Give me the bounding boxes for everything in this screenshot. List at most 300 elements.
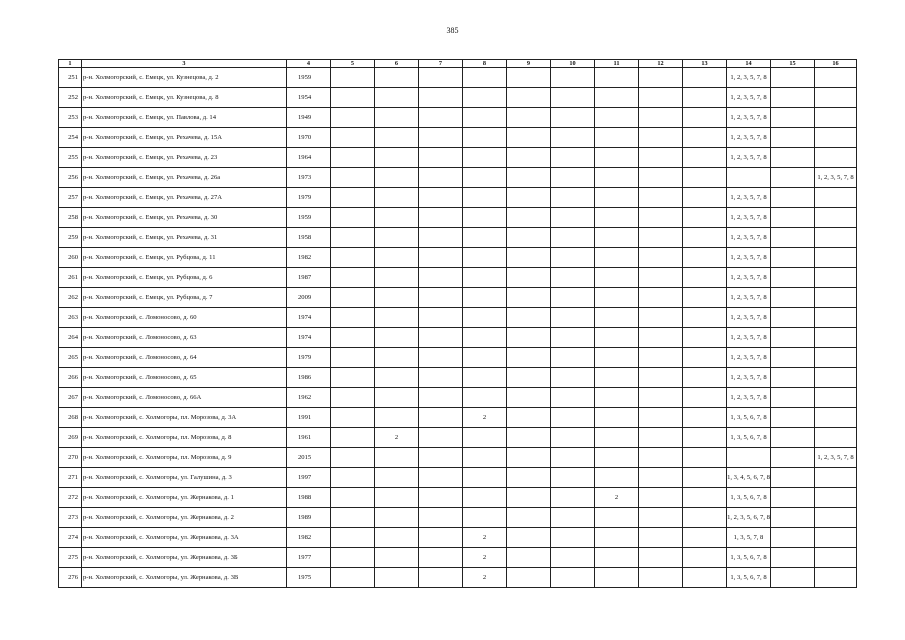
table-row: [59, 508, 857, 528]
column-7-cell: [419, 188, 463, 208]
year-cell: 1959: [287, 68, 331, 88]
column-11-cell: [595, 428, 639, 448]
column-9-cell: [507, 208, 551, 228]
year-cell: 1979: [287, 348, 331, 368]
code-cell: 1, 2, 3, 5, 7, 8: [727, 368, 771, 388]
code-cell: [815, 388, 857, 408]
table-row: [59, 548, 857, 568]
address-cell: р-н. Холмогорский, с. Ломоносово, д. 63: [82, 328, 287, 348]
row-number-cell: 274: [59, 528, 82, 548]
code-cell: 1, 2, 3, 5, 7, 8: [727, 88, 771, 108]
column-6-cell: [375, 88, 419, 108]
column-13-cell: [683, 448, 727, 468]
row-number-cell: 272: [59, 488, 82, 508]
column-7-cell: [419, 448, 463, 468]
column-5-cell: [331, 148, 375, 168]
table-row: [59, 228, 857, 248]
column-15-cell: [771, 168, 815, 188]
code-cell: [815, 108, 857, 128]
column-5-cell: [331, 308, 375, 328]
column-15-cell: [771, 468, 815, 488]
column-5-cell: [331, 368, 375, 388]
address-cell: р-н. Холмогорский, с. Емецк, ул. Рехачева, д. 23: [82, 148, 287, 168]
column-5-cell: [331, 68, 375, 88]
code-cell: [727, 448, 771, 468]
column-13-cell: [683, 428, 727, 448]
column-11-cell: [595, 528, 639, 548]
column-9-cell: [507, 328, 551, 348]
column-6-cell: [375, 508, 419, 528]
column-13-cell: [683, 248, 727, 268]
year-cell: 2009: [287, 288, 331, 308]
year-cell: 1973: [287, 168, 331, 188]
table-row: [59, 568, 857, 588]
column-11-cell: [595, 128, 639, 148]
column-5-cell: [331, 328, 375, 348]
column-8-cell: [463, 328, 507, 348]
column-7-cell: [419, 308, 463, 328]
column-8-cell: [463, 148, 507, 168]
column-10-cell: [551, 448, 595, 468]
column-7-cell: [419, 168, 463, 188]
table-row: [59, 208, 857, 228]
code-cell: [815, 528, 857, 548]
column-11-cell: [595, 568, 639, 588]
column-8-cell: [463, 128, 507, 148]
column-15-cell: [771, 148, 815, 168]
column-15-cell: [771, 508, 815, 528]
column-11-cell: 2: [595, 488, 639, 508]
column-12-cell: [639, 108, 683, 128]
column-6-cell: [375, 268, 419, 288]
column-10-cell: [551, 468, 595, 488]
column-13-cell: [683, 388, 727, 408]
row-number-cell: 259: [59, 228, 82, 248]
address-cell: р-н. Холмогорский, с. Холмогоры, ул. Галушина, д. 3: [82, 468, 287, 488]
code-cell: [815, 408, 857, 428]
column-5-cell: [331, 508, 375, 528]
address-cell: р-н. Холмогорский, с. Ломоносово, д. 66А: [82, 388, 287, 408]
column-8-cell: 2: [463, 408, 507, 428]
table-header-row: [59, 60, 857, 68]
row-number-cell: 275: [59, 548, 82, 568]
column-8-cell: [463, 168, 507, 188]
code-cell: 1, 2, 3, 5, 7, 8: [727, 388, 771, 408]
column-10-cell: [551, 148, 595, 168]
column-9-cell: [507, 288, 551, 308]
year-cell: 1959: [287, 208, 331, 228]
code-cell: 1, 2, 3, 5, 7, 8: [727, 188, 771, 208]
column-5-cell: [331, 468, 375, 488]
year-cell: 1986: [287, 368, 331, 388]
column-6-cell: [375, 308, 419, 328]
row-number-cell: 268: [59, 408, 82, 428]
column-15-cell: [771, 68, 815, 88]
code-cell: 1, 3, 5, 6, 7, 8: [727, 408, 771, 428]
column-15-cell: [771, 428, 815, 448]
code-cell: [815, 328, 857, 348]
column-5-cell: [331, 208, 375, 228]
column-12-cell: [639, 528, 683, 548]
column-13-cell: [683, 308, 727, 328]
column-15-cell: [771, 548, 815, 568]
column-13-cell: [683, 108, 727, 128]
column-13-cell: [683, 348, 727, 368]
year-cell: 1974: [287, 308, 331, 328]
table-row: [59, 248, 857, 268]
column-11-cell: [595, 208, 639, 228]
column-13-cell: [683, 268, 727, 288]
table-row: [59, 348, 857, 368]
column-8-cell: [463, 108, 507, 128]
column-8-cell: [463, 488, 507, 508]
column-5-cell: [331, 248, 375, 268]
column-7-cell: [419, 508, 463, 528]
column-6-cell: [375, 68, 419, 88]
address-cell: р-н. Холмогорский, с. Емецк, ул. Рубцова, д. 11: [82, 248, 287, 268]
column-12-cell: [639, 208, 683, 228]
column-10-cell: [551, 328, 595, 348]
column-12-cell: [639, 68, 683, 88]
column-header-12: 12: [639, 60, 683, 68]
column-12-cell: [639, 368, 683, 388]
column-13-cell: [683, 288, 727, 308]
column-7-cell: [419, 528, 463, 548]
column-11-cell: [595, 348, 639, 368]
column-13-cell: [683, 68, 727, 88]
year-cell: 1962: [287, 388, 331, 408]
column-5-cell: [331, 388, 375, 408]
table-row: [59, 188, 857, 208]
year-cell: 1979: [287, 188, 331, 208]
row-number-cell: 251: [59, 68, 82, 88]
code-cell: [815, 188, 857, 208]
column-5-cell: [331, 348, 375, 368]
column-9-cell: [507, 448, 551, 468]
column-9-cell: [507, 428, 551, 448]
column-12-cell: [639, 188, 683, 208]
row-number-cell: 266: [59, 368, 82, 388]
column-5-cell: [331, 448, 375, 468]
column-8-cell: 2: [463, 568, 507, 588]
code-cell: [815, 548, 857, 568]
column-10-cell: [551, 508, 595, 528]
column-5-cell: [331, 288, 375, 308]
address-cell: р-н. Холмогорский, с. Емецк, ул. Кузнецова, д. 8: [82, 88, 287, 108]
column-10-cell: [551, 488, 595, 508]
column-10-cell: [551, 568, 595, 588]
table-row: [59, 88, 857, 108]
code-cell: 1, 2, 3, 5, 7, 8: [727, 308, 771, 328]
code-cell: [815, 488, 857, 508]
column-7-cell: [419, 248, 463, 268]
column-5-cell: [331, 168, 375, 188]
column-9-cell: [507, 468, 551, 488]
column-header-13: 13: [683, 60, 727, 68]
page-number: 385: [446, 26, 459, 35]
column-12-cell: [639, 328, 683, 348]
column-6-cell: [375, 108, 419, 128]
column-10-cell: [551, 348, 595, 368]
code-cell: [815, 368, 857, 388]
column-13-cell: [683, 548, 727, 568]
column-5-cell: [331, 428, 375, 448]
table-row: [59, 528, 857, 548]
column-8-cell: [463, 188, 507, 208]
row-number-cell: 276: [59, 568, 82, 588]
column-8-cell: [463, 348, 507, 368]
column-15-cell: [771, 528, 815, 548]
year-cell: 1982: [287, 528, 331, 548]
code-cell: 1, 2, 3, 5, 7, 8: [727, 248, 771, 268]
address-cell: р-н. Холмогорский, с. Емецк, ул. Кузнецова, д. 2: [82, 68, 287, 88]
column-11-cell: [595, 248, 639, 268]
address-cell: р-н. Холмогорский, с. Емецк, ул. Рехачева, д. 27А: [82, 188, 287, 208]
column-11-cell: [595, 548, 639, 568]
column-6-cell: [375, 168, 419, 188]
year-cell: 1975: [287, 568, 331, 588]
column-5-cell: [331, 108, 375, 128]
code-cell: 1, 3, 5, 7, 8: [727, 528, 771, 548]
column-10-cell: [551, 108, 595, 128]
column-10-cell: [551, 168, 595, 188]
column-6-cell: [375, 408, 419, 428]
year-cell: 1988: [287, 488, 331, 508]
column-7-cell: [419, 348, 463, 368]
column-6-cell: [375, 448, 419, 468]
column-8-cell: [463, 448, 507, 468]
year-cell: 1954: [287, 88, 331, 108]
column-13-cell: [683, 508, 727, 528]
column-12-cell: [639, 248, 683, 268]
address-cell: р-н. Холмогорский, с. Емецк, ул. Рехачева, д. 26а: [82, 168, 287, 188]
column-5-cell: [331, 408, 375, 428]
address-cell: р-н. Холмогорский, с. Холмогоры, ул. Жернакова, д. 3А: [82, 528, 287, 548]
column-5-cell: [331, 128, 375, 148]
column-15-cell: [771, 88, 815, 108]
column-12-cell: [639, 348, 683, 368]
row-number-cell: 264: [59, 328, 82, 348]
column-15-cell: [771, 308, 815, 328]
code-cell: [815, 248, 857, 268]
column-6-cell: [375, 248, 419, 268]
column-12-cell: [639, 568, 683, 588]
code-cell: [815, 148, 857, 168]
column-15-cell: [771, 448, 815, 468]
code-cell: [815, 268, 857, 288]
column-6-cell: [375, 228, 419, 248]
column-12-cell: [639, 468, 683, 488]
table-row: [59, 388, 857, 408]
column-8-cell: [463, 308, 507, 328]
column-10-cell: [551, 248, 595, 268]
column-10-cell: [551, 548, 595, 568]
code-cell: 1, 2, 3, 5, 7, 8: [727, 348, 771, 368]
column-10-cell: [551, 228, 595, 248]
column-6-cell: [375, 388, 419, 408]
address-cell: р-н. Холмогорский, с. Емецк, ул. Рубцова, д. 6: [82, 268, 287, 288]
column-8-cell: [463, 88, 507, 108]
column-11-cell: [595, 108, 639, 128]
year-cell: 2015: [287, 448, 331, 468]
year-cell: 1974: [287, 328, 331, 348]
year-cell: 1987: [287, 268, 331, 288]
column-8-cell: 2: [463, 528, 507, 548]
row-number-cell: 265: [59, 348, 82, 368]
column-header-6: 6: [375, 60, 419, 68]
column-9-cell: [507, 168, 551, 188]
code-cell: [815, 348, 857, 368]
column-9-cell: [507, 408, 551, 428]
code-cell: [815, 288, 857, 308]
row-number-cell: 273: [59, 508, 82, 528]
column-13-cell: [683, 528, 727, 548]
column-7-cell: [419, 388, 463, 408]
column-6-cell: [375, 568, 419, 588]
column-8-cell: [463, 368, 507, 388]
column-9-cell: [507, 568, 551, 588]
column-9-cell: [507, 68, 551, 88]
column-15-cell: [771, 368, 815, 388]
column-8-cell: 2: [463, 548, 507, 568]
column-15-cell: [771, 568, 815, 588]
column-13-cell: [683, 188, 727, 208]
code-cell: [815, 308, 857, 328]
column-10-cell: [551, 388, 595, 408]
column-5-cell: [331, 548, 375, 568]
column-11-cell: [595, 188, 639, 208]
table-row: [59, 448, 857, 468]
column-6-cell: [375, 348, 419, 368]
column-7-cell: [419, 428, 463, 448]
column-11-cell: [595, 448, 639, 468]
row-number-cell: 257: [59, 188, 82, 208]
column-7-cell: [419, 488, 463, 508]
year-cell: 1964: [287, 148, 331, 168]
code-cell: 1, 2, 3, 5, 6, 7, 8: [727, 508, 771, 528]
column-8-cell: [463, 468, 507, 488]
column-header-16: 16: [815, 60, 857, 68]
column-6-cell: [375, 148, 419, 168]
column-13-cell: [683, 88, 727, 108]
column-7-cell: [419, 148, 463, 168]
column-5-cell: [331, 228, 375, 248]
column-10-cell: [551, 308, 595, 328]
column-9-cell: [507, 348, 551, 368]
column-7-cell: [419, 88, 463, 108]
table-row: [59, 68, 857, 88]
code-cell: 1, 2, 3, 5, 7, 8: [727, 228, 771, 248]
address-cell: р-н. Холмогорский, с. Холмогоры, пл. Морозова, д. 8: [82, 428, 287, 448]
column-13-cell: [683, 228, 727, 248]
column-15-cell: [771, 228, 815, 248]
column-8-cell: [463, 288, 507, 308]
table-row: [59, 488, 857, 508]
row-number-cell: 270: [59, 448, 82, 468]
column-12-cell: [639, 308, 683, 328]
column-12-cell: [639, 228, 683, 248]
column-9-cell: [507, 228, 551, 248]
column-9-cell: [507, 388, 551, 408]
column-6-cell: [375, 528, 419, 548]
column-9-cell: [507, 488, 551, 508]
column-12-cell: [639, 508, 683, 528]
column-6-cell: [375, 208, 419, 228]
code-cell: 1, 2, 3, 5, 7, 8: [815, 448, 857, 468]
column-header-8: 8: [463, 60, 507, 68]
row-number-cell: 263: [59, 308, 82, 328]
column-7-cell: [419, 208, 463, 228]
register-table: [58, 59, 857, 588]
column-7-cell: [419, 268, 463, 288]
column-10-cell: [551, 188, 595, 208]
column-header-4: 4: [287, 60, 331, 68]
column-15-cell: [771, 328, 815, 348]
row-number-cell: 267: [59, 388, 82, 408]
column-8-cell: [463, 388, 507, 408]
code-cell: [815, 208, 857, 228]
year-cell: 1949: [287, 108, 331, 128]
row-number-cell: 253: [59, 108, 82, 128]
row-number-cell: 255: [59, 148, 82, 168]
address-cell: р-н. Холмогорский, с. Холмогоры, ул. Жернакова, д. 3В: [82, 568, 287, 588]
column-9-cell: [507, 548, 551, 568]
column-11-cell: [595, 88, 639, 108]
code-cell: [815, 228, 857, 248]
column-11-cell: [595, 328, 639, 348]
column-10-cell: [551, 528, 595, 548]
column-13-cell: [683, 368, 727, 388]
code-cell: [815, 468, 857, 488]
code-cell: [815, 128, 857, 148]
column-7-cell: [419, 108, 463, 128]
column-8-cell: [463, 428, 507, 448]
column-15-cell: [771, 388, 815, 408]
column-9-cell: [507, 268, 551, 288]
column-6-cell: [375, 468, 419, 488]
row-number-cell: 262: [59, 288, 82, 308]
column-8-cell: [463, 248, 507, 268]
address-cell: р-н. Холмогорский, с. Холмогоры, ул. Жернакова, д. 2: [82, 508, 287, 528]
row-number-cell: 269: [59, 428, 82, 448]
address-cell: р-н. Холмогорский, с. Ломоносово, д. 64: [82, 348, 287, 368]
address-cell: р-н. Холмогорский, с. Емецк, ул. Рехачева, д. 30: [82, 208, 287, 228]
column-header-5: 5: [331, 60, 375, 68]
column-15-cell: [771, 108, 815, 128]
column-12-cell: [639, 548, 683, 568]
address-cell: р-н. Холмогорский, с. Холмогоры, пл. Морозова, д. 9: [82, 448, 287, 468]
table-row: [59, 168, 857, 188]
row-number-cell: 260: [59, 248, 82, 268]
column-13-cell: [683, 468, 727, 488]
address-cell: р-н. Холмогорский, с. Ломоносово, д. 60: [82, 308, 287, 328]
table-row: [59, 408, 857, 428]
column-7-cell: [419, 288, 463, 308]
column-9-cell: [507, 108, 551, 128]
column-11-cell: [595, 268, 639, 288]
address-cell: р-н. Холмогорский, с. Емецк, ул. Рехачева, д. 31: [82, 228, 287, 248]
year-cell: 1989: [287, 508, 331, 528]
column-6-cell: [375, 288, 419, 308]
column-12-cell: [639, 148, 683, 168]
column-15-cell: [771, 128, 815, 148]
column-13-cell: [683, 168, 727, 188]
column-6-cell: [375, 328, 419, 348]
column-12-cell: [639, 88, 683, 108]
column-9-cell: [507, 248, 551, 268]
column-7-cell: [419, 408, 463, 428]
column-5-cell: [331, 488, 375, 508]
